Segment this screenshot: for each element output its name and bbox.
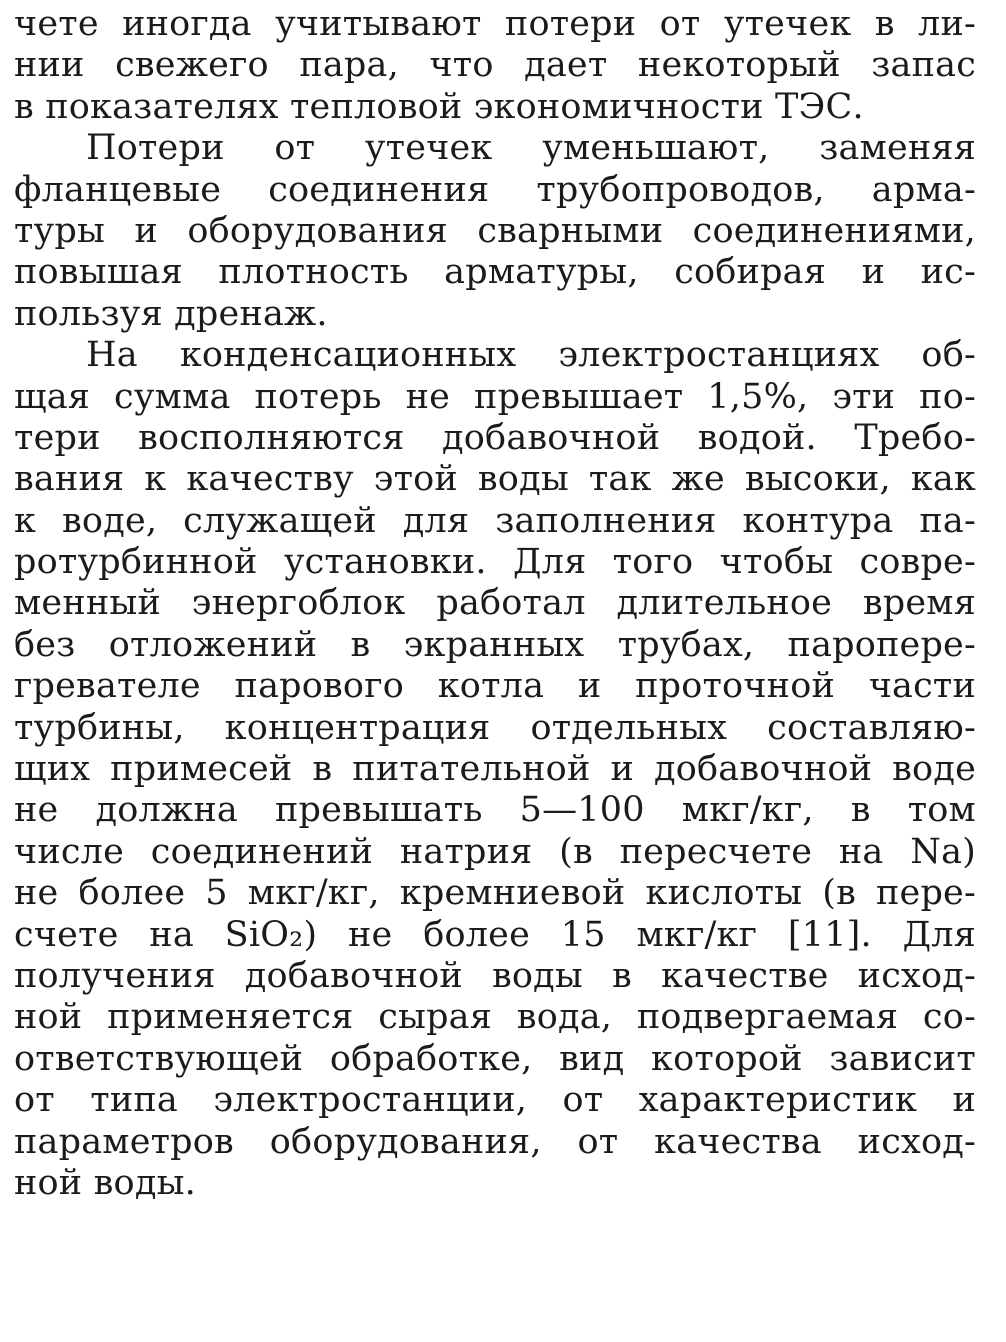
text-line: не более 5 мкг/кг, кремниевой кислоты (в пере- [14,873,976,914]
text-line: щая сумма потерь не превышает 1,5%, эти по- [14,376,976,417]
text-line: чете иногда учитывают потери от утечек в ли- [14,4,976,44]
paragraph-1 [14,4,976,128]
text-line: турбины, концентрация отдельных составляю- [14,707,976,748]
text-line: счете на SiO₂) не более 15 мкг/кг [11]. Для [14,914,976,955]
text-line: нии свежего пара, что дает некоторый запас [14,45,976,86]
text-line: числе соединений натрия (в пересчете на Na) [14,831,976,872]
paragraph-2 [14,128,976,335]
text-line: вания к качеству этой воды так же высоки, как [14,459,976,500]
text-line: пользуя дренаж. [14,293,328,334]
text-line: тери восполняются добавочной водой. Требо- [14,417,976,458]
text-line: от типа электростанции, от характеристик и [14,1080,976,1121]
document-page [14,4,976,1204]
text-line: ной применяется сырая вода, подвергаемая со- [14,997,976,1038]
text-line: гревателе парового котла и проточной части [14,666,976,707]
text-line: не должна превышать 5—100 мкг/кг, в том [14,790,976,831]
text-line: ротурбинной установки. Для того чтобы совре- [14,542,976,583]
text-line: к воде, служащей для заполнения контура па- [14,500,976,541]
text-line: повышая плотность арматуры, собирая и ис- [14,252,976,293]
text-line: На конденсационных электростанциях об- [86,335,976,376]
text-line: туры и оборудования сварными соединениями, [14,210,976,251]
text-line: фланцевые соединения трубопроводов, арма- [14,169,976,210]
text-line: параметров оборудования, от качества исход- [14,1121,976,1162]
text-line: Потери от утечек уменьшают, заменяя [86,128,976,169]
text-line: получения добавочной воды в качестве исход- [14,955,976,996]
text-line: ной воды. [14,1162,196,1203]
paragraph-3 [14,335,976,1204]
text-line: без отложений в экранных трубах, паропере- [14,624,976,665]
text-line: в показателях тепловой экономичности ТЭС. [14,86,864,127]
text-line: менный энергоблок работал длительное время [14,583,976,624]
text-line: щих примесей в питательной и добавочной воде [14,749,976,790]
text-line: ответствующей обработке, вид которой зависит [14,1038,976,1079]
